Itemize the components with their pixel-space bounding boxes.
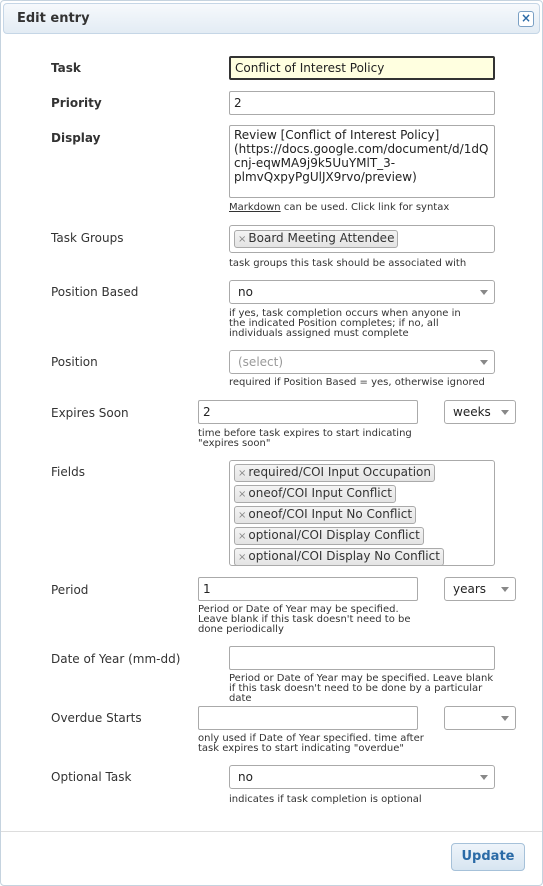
remove-x-icon[interactable]: ×	[238, 552, 247, 563]
position-based-label: Position Based	[51, 285, 139, 299]
priority-input[interactable]	[229, 91, 495, 115]
expires-soon-unit-value: weeks	[453, 405, 491, 419]
overdue-starts-input[interactable]	[198, 706, 418, 730]
optional-task-help: indicates if task completion is optional	[229, 794, 422, 805]
remove-x-icon[interactable]: ×	[238, 489, 247, 500]
task-label: Task	[51, 61, 81, 75]
period-unit-select[interactable]	[444, 577, 516, 601]
display-help-text: can be used. Click link for syntax	[280, 202, 450, 213]
expires-soon-unit-select[interactable]	[444, 400, 516, 424]
position-based-help: if yes, task completion occurs when anyone in the indicated Position completes; if no, all individuals assigned must complete	[229, 308, 461, 339]
optional-task-value: no	[238, 770, 253, 784]
overdue-starts-label: Overdue Starts	[51, 711, 142, 725]
task-input[interactable]	[229, 56, 495, 80]
task-groups-help: task groups this task should be associated with	[229, 258, 467, 269]
tag-label: oneof/COI Input Conflict	[248, 486, 392, 500]
footer-divider	[1, 831, 542, 832]
tag-field	[234, 485, 396, 503]
dialog-titlebar	[3, 3, 540, 34]
position-based-select[interactable]	[229, 280, 495, 304]
overdue-starts-help: only used if Date of Year specified. time after task expires to start indicating "overdue"	[198, 733, 424, 754]
position-help: required if Position Based = yes, otherwise ignored	[229, 377, 485, 388]
remove-x-icon[interactable]: ×	[238, 468, 247, 479]
chevron-down-icon	[501, 587, 509, 592]
fields-label: Fields	[51, 465, 85, 479]
task-groups-tag-input[interactable]	[229, 225, 495, 253]
tag-board-meeting-attendee	[234, 230, 398, 248]
dialog-title: Edit entry	[17, 11, 90, 26]
chevron-down-icon	[480, 775, 488, 780]
chevron-down-icon	[501, 716, 509, 721]
date-of-year-input[interactable]	[229, 646, 495, 670]
chevron-down-icon	[480, 290, 488, 295]
priority-label: Priority	[51, 96, 102, 110]
display-help	[229, 203, 495, 213]
period-input[interactable]	[198, 577, 418, 601]
tag-field	[234, 464, 435, 482]
remove-x-icon[interactable]: ×	[238, 510, 247, 521]
display-label: Display	[51, 131, 101, 145]
period-label: Period	[51, 583, 89, 597]
markdown-link[interactable]: Markdown	[229, 202, 281, 213]
tag-field	[234, 527, 424, 545]
remove-x-icon[interactable]: ×	[238, 531, 247, 542]
overdue-starts-unit-select[interactable]	[444, 706, 516, 730]
task-groups-label: Task Groups	[51, 231, 124, 245]
fields-tag-input[interactable]	[229, 460, 495, 566]
date-of-year-label: Date of Year (mm-dd)	[51, 652, 181, 666]
tag-label: oneof/COI Input No Conflict	[248, 507, 413, 521]
tag-field	[234, 506, 416, 524]
expires-soon-label: Expires Soon	[51, 406, 129, 420]
tag-label: Board Meeting Attendee	[248, 231, 395, 245]
tag-field	[234, 548, 444, 566]
position-label: Position	[51, 355, 98, 369]
close-icon[interactable]: ×	[518, 11, 534, 27]
position-placeholder: (select)	[238, 355, 284, 369]
display-textarea[interactable]	[229, 125, 495, 198]
position-select[interactable]	[229, 350, 495, 374]
tag-label: required/COI Input Occupation	[248, 465, 431, 479]
period-help: Period or Date of Year may be specified. Leave blank if this task doesn't need to be done periodically	[198, 604, 411, 635]
period-unit-value: years	[453, 582, 487, 596]
remove-x-icon[interactable]: ×	[238, 234, 247, 245]
chevron-down-icon	[501, 410, 509, 415]
chevron-down-icon	[480, 360, 488, 365]
tag-label: optional/COI Display No Conflict	[248, 549, 440, 563]
optional-task-select[interactable]	[229, 765, 495, 789]
expires-soon-help: time before task expires to start indicating "expires soon"	[198, 428, 412, 449]
tag-label: optional/COI Display Conflict	[248, 528, 420, 542]
update-button[interactable]: Update	[451, 843, 525, 871]
expires-soon-input[interactable]	[198, 400, 418, 424]
position-based-value: no	[238, 285, 253, 299]
date-of-year-help: Period or Date of Year may be specified. Leave blank if this task doesn't need to be done by a particular date	[229, 673, 494, 704]
optional-task-label: Optional Task	[51, 770, 132, 784]
